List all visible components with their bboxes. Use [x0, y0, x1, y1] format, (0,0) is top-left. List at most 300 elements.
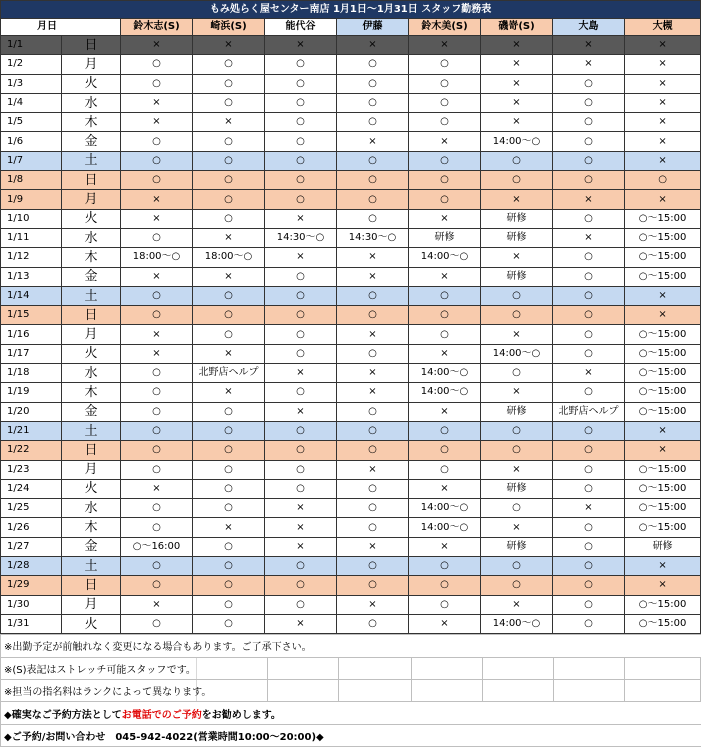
- weekday-label: 火: [61, 615, 120, 633]
- shift-cell: ○: [409, 557, 481, 576]
- date-label: 1/3: [7, 77, 24, 89]
- shift-cell: 18:00～○: [193, 248, 265, 267]
- shift-cell: ○: [265, 286, 337, 305]
- date-cell: [1, 55, 121, 74]
- date-label: 1/2: [7, 58, 24, 70]
- shift-cell: ○: [481, 441, 553, 460]
- shift-cell: ○: [121, 228, 193, 247]
- shift-cell: ○: [265, 460, 337, 479]
- shift-cell: ×: [481, 55, 553, 74]
- shift-cell: ○: [409, 190, 481, 209]
- shift-cell: 14:00～○: [481, 614, 553, 633]
- date-cell: [1, 460, 121, 479]
- date-cell: [1, 190, 121, 209]
- shift-cell: ○: [481, 171, 553, 190]
- shift-cell: ○: [625, 171, 701, 190]
- shift-cell: 研修: [481, 402, 553, 421]
- date-cell: [1, 364, 121, 383]
- shift-cell: ○: [265, 151, 337, 170]
- shift-cell: ○: [265, 93, 337, 112]
- schedule-row: [1, 441, 701, 460]
- shift-cell: ○～15:00: [625, 248, 701, 267]
- shift-cell: ○: [553, 383, 625, 402]
- shift-cell: ×: [409, 267, 481, 286]
- schedule-title: もみ処らく屋センター南店 1月1日～1月31日 スタッフ勤務表: [1, 1, 701, 19]
- shift-cell: ×: [265, 248, 337, 267]
- shift-cell: ○: [553, 421, 625, 440]
- shift-cell: ○: [265, 479, 337, 498]
- shift-cell: ○: [553, 518, 625, 537]
- date-cell: [1, 421, 121, 440]
- shift-cell: ×: [265, 518, 337, 537]
- shift-cell: 14:00～○: [409, 364, 481, 383]
- shift-cell: ○～15:00: [625, 595, 701, 614]
- date-cell: [1, 267, 121, 286]
- shift-cell: ×: [265, 499, 337, 518]
- shift-cell: ○: [121, 55, 193, 74]
- shift-cell: ×: [625, 132, 701, 151]
- shift-cell: ○～15:00: [625, 344, 701, 363]
- shift-cell: ○: [337, 113, 409, 132]
- shift-cell: ○: [265, 74, 337, 93]
- staff-header: 鈴木美(S): [409, 19, 481, 36]
- shift-cell: ×: [193, 36, 265, 55]
- shift-cell: ×: [625, 74, 701, 93]
- shift-cell: ×: [481, 36, 553, 55]
- shift-cell: ×: [265, 614, 337, 633]
- shift-cell: ○: [121, 74, 193, 93]
- shift-cell: ○: [193, 325, 265, 344]
- shift-cell: ○: [193, 537, 265, 556]
- schedule-row: [1, 364, 701, 383]
- shift-cell: ×: [625, 190, 701, 209]
- date-label: 1/14: [7, 290, 30, 301]
- shift-cell: ×: [409, 402, 481, 421]
- shift-cell: ○: [265, 306, 337, 325]
- schedule-row: [1, 267, 701, 286]
- weekday-label: 日: [61, 306, 120, 324]
- shift-cell: ×: [553, 364, 625, 383]
- schedule-row: [1, 537, 701, 556]
- shift-cell: ○～15:00: [625, 518, 701, 537]
- shift-cell: ○～15:00: [625, 479, 701, 498]
- header-row: [1, 19, 701, 36]
- date-label: 1/8: [7, 174, 24, 186]
- shift-cell: ×: [553, 36, 625, 55]
- schedule-row: [1, 248, 701, 267]
- shift-cell: 北野店ヘルプ: [553, 402, 625, 421]
- schedule-row: [1, 595, 701, 614]
- shift-cell: ○: [481, 421, 553, 440]
- weekday-label: 月: [61, 461, 120, 479]
- shift-cell: ×: [625, 113, 701, 132]
- date-label: 1/13: [7, 270, 30, 282]
- shift-cell: ○: [409, 421, 481, 440]
- weekday-label: 水: [61, 229, 120, 247]
- date-cell: [1, 557, 121, 576]
- note-stretch-staff: ※(S)表記はストレッチ可能スタッフです。: [1, 657, 197, 679]
- shift-cell: ○: [553, 132, 625, 151]
- weekday-label: 土: [61, 287, 120, 305]
- shift-cell: ○: [409, 93, 481, 112]
- shift-cell: ×: [625, 55, 701, 74]
- shift-cell: ○: [337, 402, 409, 421]
- shift-cell: ○: [337, 614, 409, 633]
- date-label: 1/15: [7, 309, 30, 321]
- shift-cell: ○: [337, 93, 409, 112]
- shift-cell: ○: [337, 441, 409, 460]
- shift-cell: ×: [193, 228, 265, 247]
- date-cell: [1, 325, 121, 344]
- shift-cell: ×: [121, 113, 193, 132]
- shift-cell: ○: [553, 171, 625, 190]
- shift-cell: ×: [481, 74, 553, 93]
- date-cell: [1, 36, 121, 55]
- shift-cell: ○: [409, 460, 481, 479]
- weekday-label: 水: [61, 364, 120, 382]
- date-label: 1/10: [7, 212, 30, 224]
- shift-cell: 14:00～○: [409, 518, 481, 537]
- weekday-label: 火: [61, 75, 120, 93]
- schedule-row: [1, 306, 701, 325]
- date-cell: [1, 74, 121, 93]
- schedule-row: [1, 421, 701, 440]
- date-label: 1/4: [7, 97, 24, 109]
- shift-cell: ○: [121, 460, 193, 479]
- schedule-row: [1, 286, 701, 305]
- shift-cell: ○: [337, 306, 409, 325]
- shift-cell: ○: [121, 286, 193, 305]
- shift-cell: ○: [265, 113, 337, 132]
- shift-cell: ○: [409, 171, 481, 190]
- staff-header: 崎浜(S): [193, 19, 265, 36]
- date-label: 1/9: [7, 193, 24, 205]
- shift-cell: ○: [409, 74, 481, 93]
- shift-cell: ○: [481, 306, 553, 325]
- shift-cell: ○: [553, 460, 625, 479]
- shift-cell: ×: [265, 36, 337, 55]
- shift-cell: ○: [265, 171, 337, 190]
- shift-cell: ○: [121, 171, 193, 190]
- shift-cell: ○: [553, 557, 625, 576]
- shift-cell: ○: [481, 364, 553, 383]
- shift-cell: 研修: [409, 228, 481, 247]
- shift-cell: ○: [193, 55, 265, 74]
- weekday-label: 日: [61, 171, 120, 189]
- shift-cell: ○: [121, 364, 193, 383]
- date-label: 1/28: [7, 560, 30, 572]
- date-label: 1/26: [7, 521, 30, 533]
- shift-cell: ○: [265, 190, 337, 209]
- weekday-label: 火: [61, 210, 120, 228]
- shift-cell: ×: [481, 518, 553, 537]
- schedule-row: [1, 383, 701, 402]
- date-cell: [1, 228, 121, 247]
- shift-cell: ×: [193, 518, 265, 537]
- shift-cell: ○: [193, 209, 265, 228]
- shift-cell: ×: [121, 344, 193, 363]
- shift-cell: ○: [265, 344, 337, 363]
- schedule-row: [1, 113, 701, 132]
- date-cell: [1, 286, 121, 305]
- date-cell: [1, 595, 121, 614]
- shift-cell: ○: [553, 325, 625, 344]
- shift-cell: 研修: [481, 267, 553, 286]
- shift-cell: ○: [337, 557, 409, 576]
- date-cell: [1, 383, 121, 402]
- shift-cell: ○: [337, 74, 409, 93]
- shift-cell: ×: [409, 209, 481, 228]
- shift-cell: ○: [553, 209, 625, 228]
- staff-header: 大島: [553, 19, 625, 36]
- shift-cell: ×: [121, 209, 193, 228]
- shift-cell: ○～15:00: [625, 614, 701, 633]
- shift-cell: ×: [337, 460, 409, 479]
- shift-cell: ○: [553, 344, 625, 363]
- shift-cell: ×: [121, 479, 193, 498]
- shift-cell: ×: [625, 286, 701, 305]
- date-cell: [1, 402, 121, 421]
- shift-cell: ○: [121, 499, 193, 518]
- shift-cell: ×: [625, 36, 701, 55]
- shift-cell: ○: [481, 286, 553, 305]
- date-cell: [1, 479, 121, 498]
- shift-cell: 14:00～○: [481, 344, 553, 363]
- schedule-row: [1, 36, 701, 55]
- shift-cell: ○～15:00: [625, 267, 701, 286]
- shift-cell: 18:00～○: [121, 248, 193, 267]
- schedule-row: [1, 151, 701, 170]
- note-nomination-fee: ※担当の指名料はランクによって異なります。: [1, 679, 197, 701]
- shift-cell: ×: [409, 132, 481, 151]
- shift-cell: ×: [337, 132, 409, 151]
- schedule-row: [1, 209, 701, 228]
- date-column-header: 月日: [1, 19, 121, 36]
- shift-cell: ×: [265, 209, 337, 228]
- shift-cell: ○: [337, 55, 409, 74]
- shift-cell: ×: [553, 228, 625, 247]
- shift-cell: ○～15:00: [625, 460, 701, 479]
- shift-cell: ×: [121, 595, 193, 614]
- date-cell: [1, 344, 121, 363]
- shift-cell: ×: [553, 499, 625, 518]
- schedule-row: [1, 93, 701, 112]
- shift-cell: ○: [481, 151, 553, 170]
- shift-cell: ○: [409, 306, 481, 325]
- shift-cell: ○: [193, 479, 265, 498]
- shift-cell: 14:30～○: [265, 228, 337, 247]
- date-label: 1/6: [7, 135, 24, 147]
- shift-cell: ○: [121, 402, 193, 421]
- weekday-label: 月: [61, 55, 120, 73]
- weekday-label: 月: [61, 596, 120, 614]
- shift-cell: ×: [265, 402, 337, 421]
- date-cell: [1, 113, 121, 132]
- shift-cell: ×: [337, 36, 409, 55]
- shift-cell: ○: [121, 441, 193, 460]
- shift-cell: ○: [121, 421, 193, 440]
- schedule-row: [1, 74, 701, 93]
- note-reservation-method: ◆確実なご予約方法としてお電話でのご予約をお勧めします。: [1, 702, 701, 724]
- schedule-row: [1, 479, 701, 498]
- shift-cell: ○: [553, 113, 625, 132]
- weekday-label: 日: [61, 576, 120, 594]
- date-label: 1/22: [7, 444, 30, 456]
- shift-cell: ○～15:00: [625, 325, 701, 344]
- shift-cell: 14:00～○: [409, 248, 481, 267]
- shift-cell: ×: [409, 344, 481, 363]
- shift-cell: ×: [337, 248, 409, 267]
- shift-cell: 研修: [481, 479, 553, 498]
- weekday-label: 木: [61, 113, 120, 131]
- shift-cell: ○: [409, 151, 481, 170]
- date-label: 1/27: [7, 540, 30, 552]
- shift-cell: ○: [337, 518, 409, 537]
- shift-cell: ×: [265, 537, 337, 556]
- weekday-label: 火: [61, 480, 120, 498]
- shift-cell: ○: [265, 132, 337, 151]
- schedule-row: [1, 228, 701, 247]
- shift-cell: ○: [337, 344, 409, 363]
- shift-cell: ×: [337, 364, 409, 383]
- shift-cell: ○: [193, 614, 265, 633]
- shift-cell: ○: [337, 286, 409, 305]
- notes-table: [0, 634, 701, 747]
- shift-cell: ○: [553, 479, 625, 498]
- shift-cell: ○: [409, 325, 481, 344]
- shift-cell: ○～15:00: [625, 364, 701, 383]
- shift-cell: ○: [265, 441, 337, 460]
- date-cell: [1, 614, 121, 633]
- shift-cell: ○: [337, 151, 409, 170]
- shift-cell: ○: [193, 74, 265, 93]
- shift-cell: ×: [553, 55, 625, 74]
- date-label: 1/30: [7, 598, 30, 610]
- shift-cell: ○: [553, 441, 625, 460]
- shift-cell: ×: [625, 576, 701, 595]
- shift-cell: ○: [121, 518, 193, 537]
- shift-cell: ○: [193, 402, 265, 421]
- shift-cell: 14:00～○: [409, 383, 481, 402]
- shift-cell: ○: [553, 306, 625, 325]
- shift-cell: ○: [265, 267, 337, 286]
- shift-cell: ×: [121, 190, 193, 209]
- shift-cell: 研修: [625, 537, 701, 556]
- weekday-label: 金: [61, 268, 120, 286]
- schedule-row: [1, 557, 701, 576]
- shift-cell: ○: [265, 383, 337, 402]
- shift-cell: ○～15:00: [625, 402, 701, 421]
- shift-cell: ×: [625, 93, 701, 112]
- date-label: 1/11: [7, 232, 30, 244]
- weekday-label: 日: [61, 441, 120, 459]
- date-label: 1/18: [7, 367, 30, 379]
- date-cell: [1, 576, 121, 595]
- date-cell: [1, 132, 121, 151]
- schedule-row: [1, 576, 701, 595]
- schedule-row: [1, 55, 701, 74]
- weekday-label: 木: [61, 518, 120, 536]
- shift-cell: ×: [409, 537, 481, 556]
- shift-cell: ○: [193, 595, 265, 614]
- shift-cell: ○: [193, 151, 265, 170]
- shift-cell: ×: [121, 325, 193, 344]
- shift-cell: ○: [121, 306, 193, 325]
- schedule-row: [1, 325, 701, 344]
- schedule-row: [1, 132, 701, 151]
- shift-cell: ○: [121, 151, 193, 170]
- shift-cell: ○: [337, 479, 409, 498]
- schedule-row: [1, 402, 701, 421]
- weekday-label: 火: [61, 345, 120, 363]
- weekday-label: 金: [61, 538, 120, 556]
- shift-cell: ○: [265, 576, 337, 595]
- date-label: 1/23: [7, 463, 30, 475]
- shift-cell: ○: [121, 383, 193, 402]
- date-label: 1/29: [7, 579, 30, 591]
- note-schedule-change: ※出勤予定が前触れなく変更になる場合もあります。ご了承下さい。: [1, 635, 701, 657]
- shift-cell: ○: [553, 537, 625, 556]
- shift-cell: ○: [481, 557, 553, 576]
- date-label: 1/17: [7, 347, 30, 359]
- weekday-label: 水: [61, 499, 120, 517]
- weekday-label: 月: [61, 190, 120, 208]
- shift-cell: ×: [265, 364, 337, 383]
- shift-cell: ×: [625, 441, 701, 460]
- shift-cell: 14:00～○: [481, 132, 553, 151]
- shift-cell: 研修: [481, 537, 553, 556]
- shift-cell: ○: [265, 325, 337, 344]
- weekday-label: 月: [61, 325, 120, 343]
- shift-cell: ○: [193, 190, 265, 209]
- date-cell: [1, 209, 121, 228]
- shift-cell: ○: [481, 576, 553, 595]
- date-label: 1/21: [7, 425, 30, 437]
- shift-cell: ○: [337, 209, 409, 228]
- shift-cell: ×: [625, 306, 701, 325]
- shift-cell: ○～15:00: [625, 383, 701, 402]
- shift-cell: ○: [121, 614, 193, 633]
- shift-cell: ×: [625, 421, 701, 440]
- shift-cell: ○: [337, 421, 409, 440]
- shift-cell: ×: [193, 113, 265, 132]
- shift-cell: ×: [409, 36, 481, 55]
- shift-cell: ○～15:00: [625, 499, 701, 518]
- shift-cell: ○: [265, 595, 337, 614]
- shift-cell: ×: [481, 460, 553, 479]
- shift-cell: ○: [193, 171, 265, 190]
- shift-cell: ○: [409, 113, 481, 132]
- shift-cell: ○: [337, 576, 409, 595]
- weekday-label: 金: [61, 403, 120, 421]
- weekday-label: 土: [61, 557, 120, 575]
- date-cell: [1, 93, 121, 112]
- shift-cell: ○: [193, 306, 265, 325]
- note-contact-phone: ◆ご予約/お問い合わせ 045-942-4022(営業時間10:00～20:00)◆: [1, 724, 701, 746]
- date-cell: [1, 499, 121, 518]
- shift-cell: ○: [121, 576, 193, 595]
- date-label: 1/1: [7, 39, 24, 51]
- shift-cell: ×: [121, 93, 193, 112]
- shift-cell: ×: [337, 537, 409, 556]
- shift-cell: 北野店ヘルプ: [193, 364, 265, 383]
- shift-cell: ×: [409, 614, 481, 633]
- shift-cell: ○: [409, 595, 481, 614]
- staff-header: 伊藤: [337, 19, 409, 36]
- shift-cell: ○: [265, 557, 337, 576]
- weekday-label: 土: [61, 152, 120, 170]
- shift-cell: ×: [481, 113, 553, 132]
